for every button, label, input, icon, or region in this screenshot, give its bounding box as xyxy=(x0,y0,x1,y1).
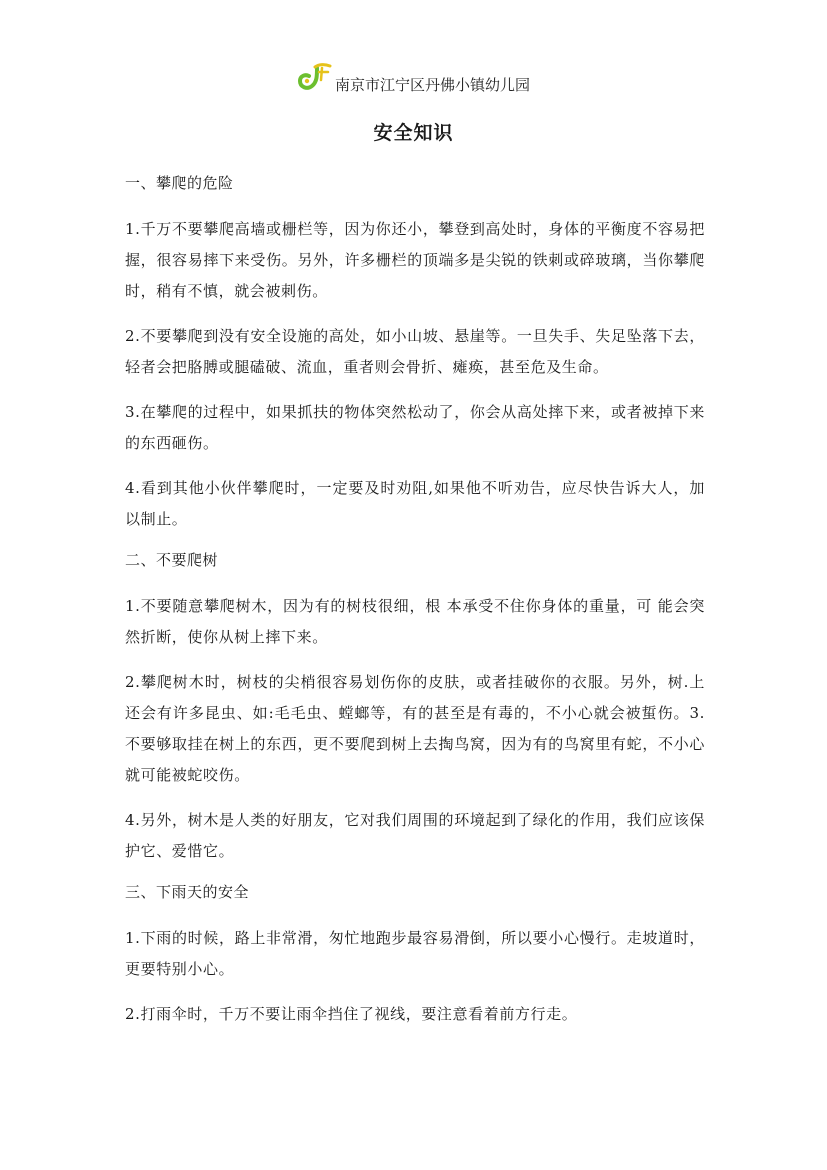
page-header xyxy=(0,60,827,96)
paragraph: 2.打雨伞时，千万不要让雨伞挡住了视线，要注意看着前方行走。 xyxy=(125,1005,578,1023)
paragraph: 2.攀爬树木时，树枝的尖梢很容易划伤你的皮肤，或者挂破你的衣服。另外，树.上还会有许多昆虫、如:毛毛虫、螳螂等，有的甚至是有毒的，不小心就会被蜇伤。3.不要够取挂在树上的东西，更不要爬到树上去掏鸟窝，因为有的鸟窝里有蛇，不小心就可能被蛇咬伤。 xyxy=(125,673,705,784)
school-name: 南京市江宁区丹佛小镇幼儿园 xyxy=(334,75,530,94)
page-title: 安全知识 xyxy=(373,122,454,144)
header-inner xyxy=(297,62,530,95)
paragraph: 4.另外，树木是人类的好朋友，它对我们周围的环境起到了绿化的作用，我们应该保护它、爱惜它。 xyxy=(125,811,705,860)
paragraph: 2.不要攀爬到没有安全设施的高处，如小山坡、悬崖等。一旦失手、失足坠落下去，轻者会把胳膊或腿磕破、流血，重者则会骨折、瘫痪，甚至危及生命。 xyxy=(125,327,705,376)
document-body xyxy=(125,172,705,1030)
school-logo-icon xyxy=(297,62,333,94)
section-heading: 一、攀爬的危险 xyxy=(125,174,234,192)
section-heading: 二、不要爬树 xyxy=(125,551,219,569)
section-heading: 三、下雨天的安全 xyxy=(125,883,250,901)
paragraph: 1.千万不要攀爬高墙或栅栏等，因为你还小，攀登到高处时，身体的平衡度不容易把握，很容易摔下来受伤。另外，许多栅栏的顶端多是尖锐的铁刺或碎玻璃，当你攀爬时，稍有不慎，就会被刺伤。 xyxy=(125,220,705,300)
paragraph: 3.在攀爬的过程中，如果抓扶的物体突然松动了，你会从高处摔下来，或者被掉下来的东西砸伤。 xyxy=(125,403,705,452)
paragraph: 1.不要随意攀爬树木，因为有的树枝很细，根 本承受不住你身体的重量，可 能会突然折断，使你从树上摔下来。 xyxy=(125,597,705,646)
paragraph: 4.看到其他小伙伴攀爬时，一定要及时劝阻,如果他不听劝告，应尽快告诉大人，加以制止。 xyxy=(125,479,705,528)
paragraph: 1.下雨的时候，路上非常滑，匆忙地跑步最容易滑倒，所以要小心慢行。走坡道时，更要特别小心。 xyxy=(125,929,705,978)
